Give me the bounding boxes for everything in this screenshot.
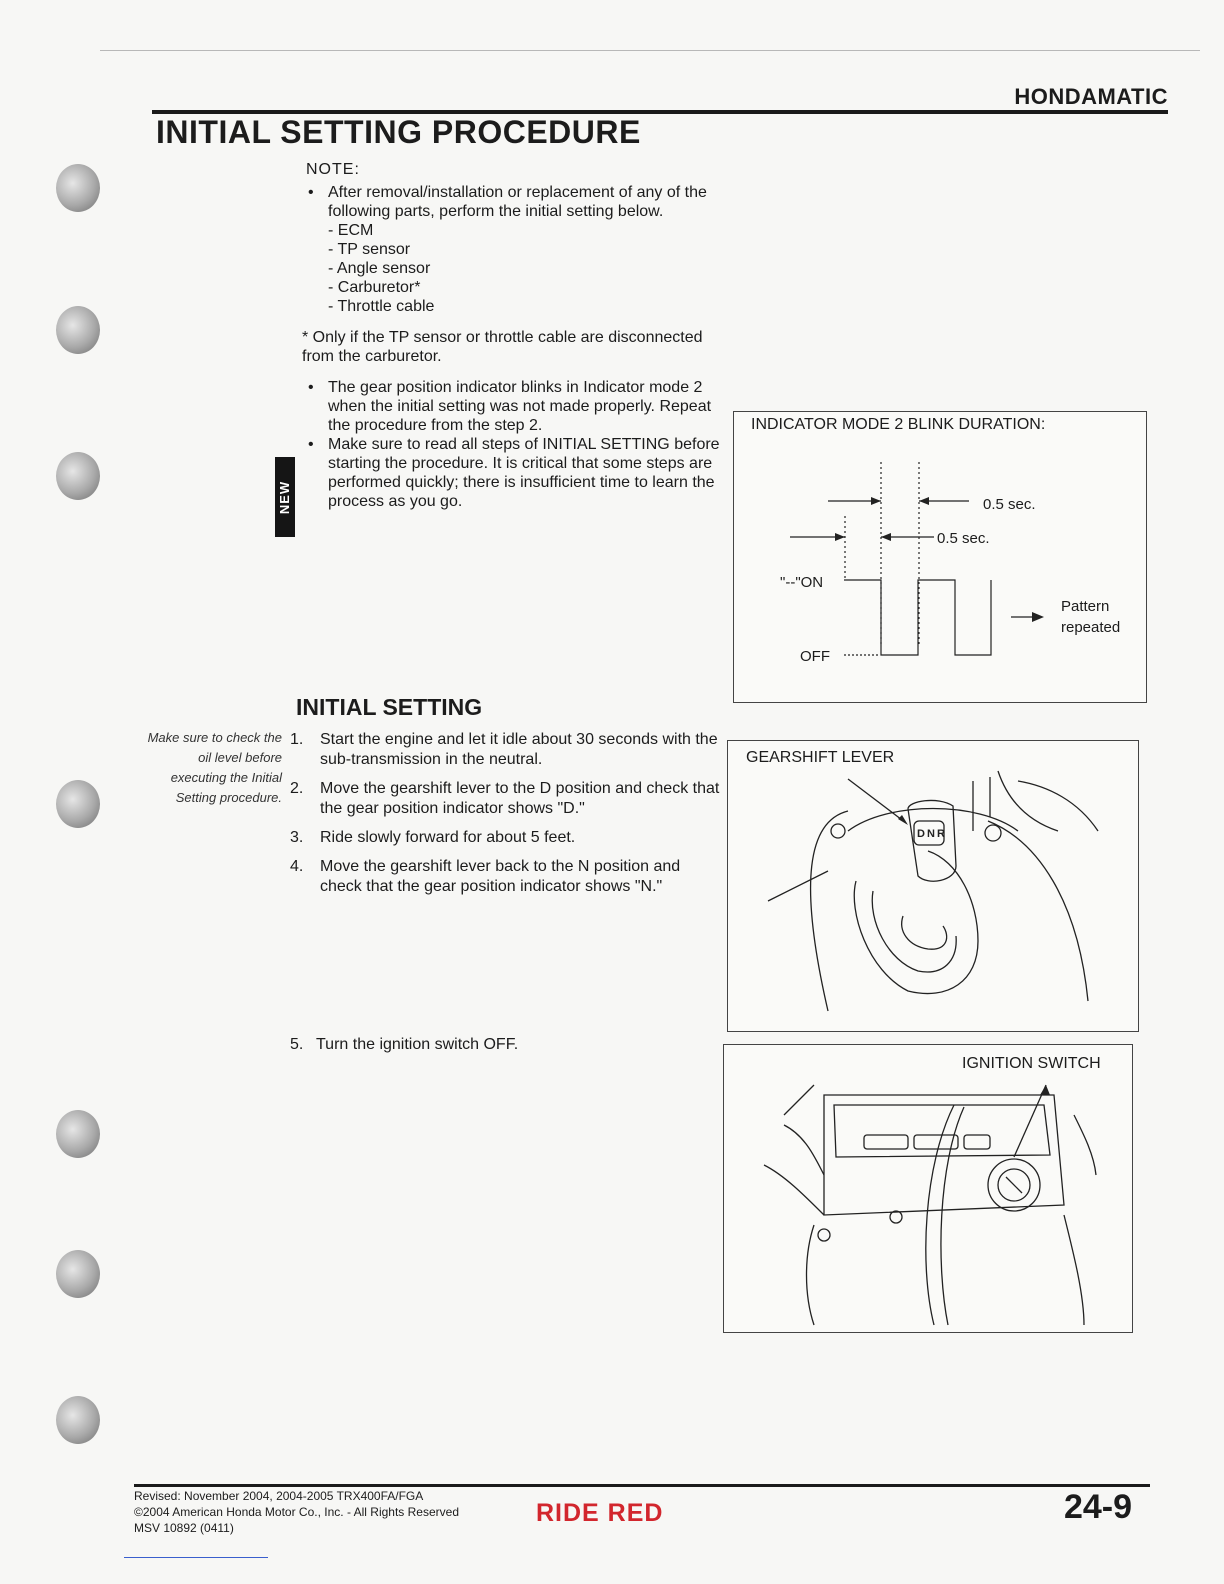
binder-hole (56, 452, 100, 500)
binder-hole (56, 1250, 100, 1298)
svg-text:D: D (917, 828, 925, 840)
ignition-switch-label: IGNITION SWITCH (962, 1055, 1101, 1072)
side-note: Make sure to check the oil level before executing the Initial Setting procedure. (147, 730, 282, 805)
binder-hole (56, 1110, 100, 1158)
scan-edge-line (100, 50, 1200, 51)
gearshift-lever-label: GEARSHIFT LEVER (746, 749, 895, 766)
footer-rule (134, 1484, 1150, 1487)
binder-hole (56, 164, 100, 212)
off-label: OFF (800, 648, 830, 665)
copyright: ©2004 American Honda Motor Co., Inc. - All Rights Reserved (134, 1505, 459, 1519)
msv-code: MSV 10892 (0411) (134, 1521, 234, 1535)
page-title: INITIAL SETTING PROCEDURE (156, 114, 641, 150)
part-item: - Carburetor* (328, 279, 421, 296)
new-badge: NEW (275, 457, 295, 537)
note-footnote: * Only if the TP sensor or throttle cable are disconnected from the carburetor. (302, 329, 703, 365)
blink-waveform (734, 412, 1146, 702)
binder-hole (56, 1396, 100, 1444)
duration-lower-label: 0.5 sec. (937, 530, 990, 547)
gearshift-lever-diagram (727, 740, 1139, 1032)
step-item: 1. Start the engine and let it idle about 30 seconds with the sub-transmission in the neutral. (290, 731, 718, 768)
scan-edge-mark (124, 1557, 268, 1558)
gearshift-lever-illustration (728, 741, 1138, 1031)
svg-text:R: R (937, 828, 945, 840)
steps-list (290, 730, 722, 906)
blink-duration-diagram (733, 411, 1147, 703)
footer-info (134, 1488, 459, 1536)
note-block (302, 160, 736, 511)
page-number: 24-9 (1063, 1488, 1132, 1526)
binder-hole (56, 306, 100, 354)
ignition-switch-diagram (723, 1044, 1133, 1333)
binder-hole (56, 780, 100, 828)
part-item: - ECM (328, 222, 374, 239)
step-item: 3. Ride slowly forward for about 5 feet. (290, 829, 576, 846)
step-item: 2. Move the gearshift lever to the D position and check that the gear position indicator shows "D." (290, 780, 720, 817)
revision-info: Revised: November 2004, 2004-2005 TRX400FA/FGA (134, 1489, 424, 1503)
svg-text:N: N (927, 828, 935, 840)
part-item: - Throttle cable (328, 298, 435, 315)
part-item: - TP sensor (328, 241, 411, 258)
ride-red-logo: RIDE RED (536, 1499, 664, 1527)
on-label: "--"ON (780, 574, 824, 591)
note-bullet-read-steps: • Make sure to read all steps of INITIAL SETTING before starting the procedure. It is critical that some steps are performed quickly; there is insufficient time to learn the process as you go. (306, 435, 736, 511)
initial-setting-heading: INITIAL SETTING (296, 694, 483, 720)
step-item: 4. Move the gearshift lever back to the N position and check that the gear position indicator shows "N." (290, 858, 681, 895)
note-label: NOTE: (306, 161, 360, 178)
part-item: - Angle sensor (328, 260, 431, 277)
pattern-label: Pattern repeated (1061, 598, 1121, 636)
step-item: 5. Turn the ignition switch OFF. (290, 1036, 519, 1053)
blink-diagram-title: INDICATOR MODE 2 BLINK DURATION: (751, 416, 1046, 433)
section-title: HONDAMATIC (1014, 84, 1168, 109)
note-bullet-indicator: • The gear position indicator blinks in Indicator mode 2 when the initial setting was not made properly. Repeat the procedure from the step 2. (306, 378, 736, 435)
duration-upper-label: 0.5 sec. (983, 496, 1036, 513)
ignition-switch-illustration (724, 1045, 1132, 1332)
note-bullet-parts: • After removal/installation or replacement of any of the following parts, perform the initial setting below. (306, 183, 736, 221)
